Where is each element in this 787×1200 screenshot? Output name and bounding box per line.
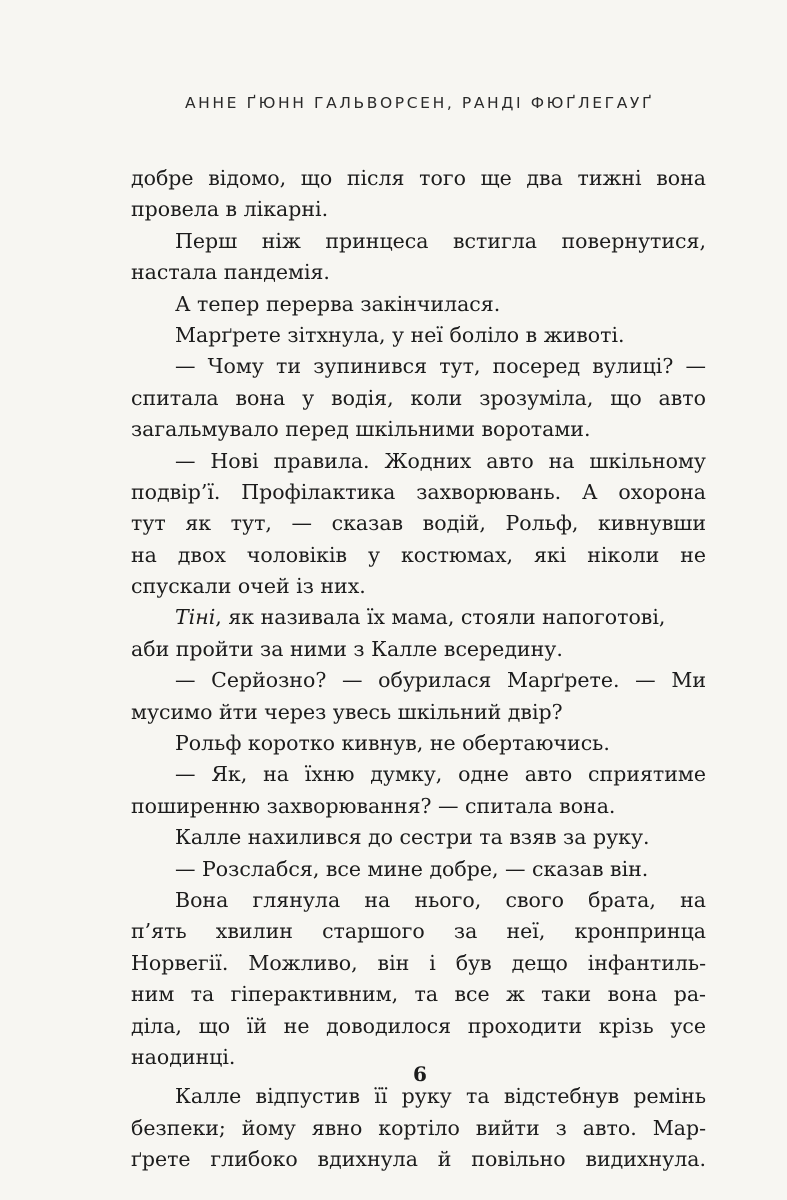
body-text (131, 163, 706, 1176)
text-line: Рольф коротко кивнув, не обертаючись. (175, 731, 610, 756)
text-line: Вона глянула на нього, свого брата, на (175, 887, 706, 912)
text-line: — Нові правила. Жодних авто на шкільному (175, 448, 706, 473)
text-line: діла, що їй не доводилося проходити крізь усе (131, 1013, 706, 1038)
text-line: Калле нахилився до сестри та взяв за руку. (175, 825, 650, 850)
text-fragment: , як називала їх мама, стояли напоготові, (215, 605, 666, 630)
text-line: подвір’ї. Профілактика захворювань. А охорона (131, 479, 706, 504)
running-header: АННЕ ҐЮНН ГАЛЬВОРСЕН, РАНДІ ФЮҐЛЕГАУҐ (184, 94, 655, 112)
text-line: — Розслабся, все мине добре, — сказав він. (175, 856, 649, 881)
text-line: безпеки; йому явно кортіло вийти з авто. Мар- (131, 1115, 706, 1140)
text-line: на двох чоловіків у костюмах, які ніколи не (131, 542, 706, 567)
text-line: тут як тут, — сказав водій, Рольф, кивнувши (131, 511, 706, 536)
text-line: Перш ніж принцеса встигла повернутися, (175, 228, 706, 253)
text-line: провела в лікарні. (131, 197, 329, 222)
text-line: Калле відпустив її руку та відстебнув ремінь (175, 1084, 706, 1109)
italic-word: Тіні (175, 605, 216, 630)
text-line: Марґрете зітхнула, у неї боліло в животі. (175, 322, 625, 347)
text-line: наодинці. (131, 1044, 236, 1069)
text-line: — Чому ти зупинився тут, посеред вулиці? — (175, 354, 706, 379)
text-line: добре відомо, що після того ще два тижні вона (131, 166, 706, 190)
text-line (131, 602, 706, 633)
text-line: — Серйозно? — обурилася Марґрете. — Ми (175, 668, 706, 693)
text-line: ґрете глибоко вдихнула й повільно видихнула. (131, 1147, 706, 1172)
page-number: 6 (413, 1062, 427, 1086)
text-line: аби пройти за ними з Калле всередину. (131, 636, 563, 661)
text-line: п’ять хвилин старшого за неї, кронпринца (131, 919, 706, 944)
text-line: спитала вона у водія, коли зрозуміла, що авто (131, 385, 706, 410)
text-line: спускали очей із них. (131, 574, 366, 599)
text-line: настала пандемія. (131, 260, 330, 285)
text-line: загальмувало перед шкільними воротами. (131, 417, 591, 442)
text-line: мусимо йти через увесь шкільний двір? (131, 699, 563, 724)
text-line: поширенню захворювання? — спитала вона. (131, 793, 616, 818)
text-line: ним та гіперактивним, та все ж таки вона ра- (131, 982, 706, 1007)
text-line: А тепер перерва закінчилася. (175, 291, 501, 316)
text-line: Норвегії. Можливо, він і був дещо інфантиль- (131, 950, 706, 975)
text-line: — Як, на їхню думку, одне авто сприятиме (175, 762, 706, 787)
